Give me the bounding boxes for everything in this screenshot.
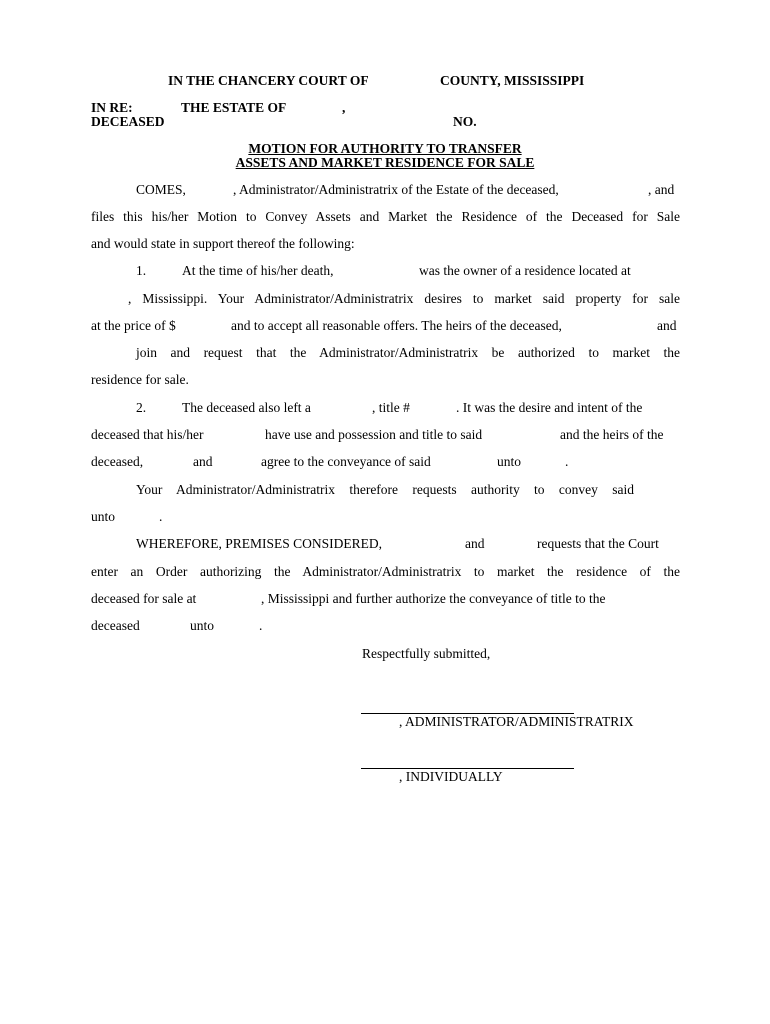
p3-line3-d: unto [497,454,522,469]
p5-text-c: requests that the Court [537,536,659,551]
p2-line3-c: and [657,318,677,333]
p2-line3-b: and to accept all reasonable offers. The heirs of the deceased, [231,318,562,333]
p3-line2-a: deceased that his/her [91,427,204,442]
p1-line3: and would state in support thereof the following: [91,236,355,251]
p3-text-c: . It was the desire and intent of the [456,400,643,415]
p3-line2-c: and the heirs of the [560,427,664,442]
court-name: IN THE CHANCERY COURT OF [168,73,369,88]
p1-admin: , Administrator/Administratrix of the Estate of the deceased, [233,182,559,197]
individually-label: , INDIVIDUALLY [399,769,503,784]
p2-text-a: At the time of his/her death, [182,263,334,278]
p4-dot: . [159,509,163,524]
estate-comma: , [342,100,346,115]
p4-unto: unto [91,509,116,524]
p5-line2: enter an Order authorizing the Administrator/Administratrix to market the residence of the [91,564,680,579]
in-re-label: IN RE: [91,100,133,115]
p3-line3-e: . [565,454,569,469]
p2-number: 1. [136,263,147,278]
p5-line4-c: . [259,618,263,633]
p3-text-a: The deceased also left a [182,400,311,415]
p5-text-b: and [465,536,485,551]
respectfully-submitted: Respectfully submitted, [362,646,491,661]
p2-line3-a: at the price of $ [91,318,176,333]
estate-of-label: THE ESTATE OF [181,100,287,115]
p1-and: , and [648,182,675,197]
p2-line2: , Mississippi. Your Administrator/Administratrix desires to market said property for sale [128,291,680,306]
p5-line3-a: deceased for sale at [91,591,197,606]
p3-text-b: , title # [372,400,410,415]
p5-line4-b: unto [190,618,215,633]
case-number-label: NO. [453,114,477,129]
p3-number: 2. [136,400,147,415]
p3-line3-a: deceased, [91,454,144,469]
deceased-label: DECEASED [91,114,165,129]
administrator-label: , ADMINISTRATOR/ADMINISTRATRIX [399,714,634,729]
document-title-line2: ASSETS AND MARKET RESIDENCE FOR SALE [235,155,535,170]
p1-line2: files this his/her Motion to Convey Assets and Market the Residence of the Deceased for Sale [91,209,680,224]
p2-line4: join and request that the Administrator/Administratrix be authorized to market the [136,345,680,360]
p3-line3-b: and [193,454,213,469]
p2-line5: residence for sale. [91,372,189,387]
p5-text-a: WHEREFORE, PREMISES CONSIDERED, [136,536,383,551]
p3-line2-b: have use and possession and title to said [265,427,483,442]
p5-line3-b: , Mississippi and further authorize the conveyance of title to the [261,591,606,606]
document-title-line1: MOTION FOR AUTHORITY TO TRANSFER [248,141,522,156]
p5-line4-a: deceased [91,618,140,633]
p2-text-b: was the owner of a residence located at [419,263,631,278]
p1-comes: COMES, [136,182,186,197]
p3-line3-c: agree to the conveyance of said [261,454,431,469]
p4-line1: Your Administrator/Administratrix therefore requests authority to convey said [136,482,634,497]
county-state: COUNTY, MISSISSIPPI [440,73,585,88]
